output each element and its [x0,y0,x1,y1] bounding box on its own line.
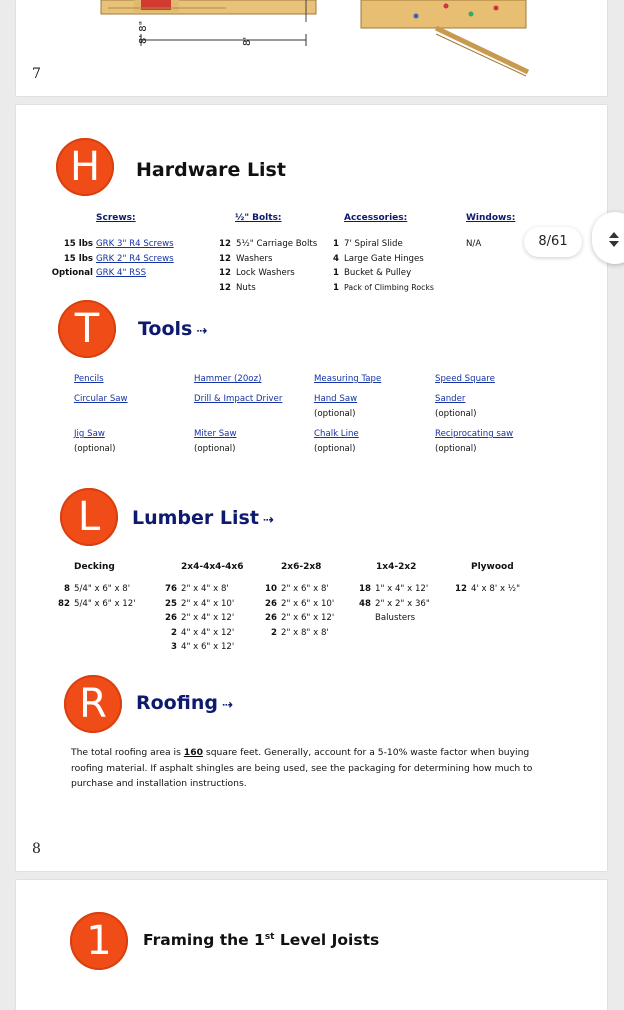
section-letter-l: L [60,488,118,546]
tool-item [314,427,359,456]
scroll-down-icon [609,241,619,247]
accessory-qty: 1 [333,282,339,293]
dimension-label: 8' [242,36,253,46]
accessories-qty-list [333,237,339,295]
1x4-qty-list [350,582,371,611]
bolt-qty: 12 [219,253,231,264]
lumber-title-text: Lumber List [132,507,259,529]
step-number-circle: 1 [70,912,128,970]
bolts-qty-list [219,237,231,295]
accessories-item-list [344,237,434,295]
bolt-qty: 12 [219,282,231,293]
tool-item [74,392,128,407]
1x4-size-list [375,582,430,626]
roofing-title-text: Roofing [136,692,218,714]
2x6-size-list [281,582,334,640]
lumber-header-1x4: 1x4-2x2 [376,562,417,572]
screws-item-list [96,237,174,281]
lumber-size: 2" x 6" x 12' [281,613,335,623]
section-letter-r: R [64,675,122,733]
section-title-roofing [136,692,232,714]
tool-link[interactable]: Measuring Tape [314,374,382,384]
accessory-qty: 1 [333,268,339,278]
page-7 [16,0,607,96]
roofing-area: 160 [183,747,203,758]
screw-item-link[interactable]: GRK 3" R4 Screws [96,239,174,249]
accessory-qty: 4 [333,253,339,264]
accessory-qty: 1 [333,239,339,249]
screw-qty: 15 lbs [63,239,93,249]
tool-note: (optional) [435,408,477,419]
screws-header: Screws: [96,213,136,223]
tool-link[interactable]: Sander [435,394,466,404]
section-letter-h: H [56,138,114,196]
screw-item-link[interactable]: GRK 4" RSS [96,268,147,278]
2x4-qty-list [156,582,177,655]
tools-arrow-icon: ⇢ [196,324,207,339]
screw-qty: 15 lbs [63,253,93,264]
lumber-qty: 8 [64,584,70,594]
section-title-hardware: Hardware List [136,159,286,181]
scroll-up-icon [609,232,619,238]
bolt-item: 5½" Carriage Bolts [236,239,318,249]
lumber-qty: 82 [58,598,70,609]
step-title-pre: Framing the 1 [143,931,265,949]
page-9 [16,880,607,1010]
lumber-header-2x6: 2x6-2x8 [281,562,322,572]
scroll-handle[interactable] [592,212,624,264]
roofing-paragraph [71,745,561,792]
lumber-size: 2" x 6" x 8' [281,584,329,594]
lumber-header-plywood: Plywood [471,562,514,572]
lumber-qty: 76 [165,584,177,594]
roofing-text-after: square feet. Generally, account for a 5-10% waste factor when buying roofing material. If asphalt shingles are being used, see the packaging for determining how much to purchase and installation instructions. [71,747,533,789]
bolt-item: Washers [236,253,273,264]
tool-item [435,372,495,387]
tool-link[interactable]: Speed Square [435,374,495,384]
tool-link[interactable]: Pencils [74,374,104,384]
tool-item [74,427,116,456]
tool-link[interactable]: Hand Saw [314,394,358,404]
tool-link[interactable]: Jig Saw [74,429,105,439]
bolt-item: Nuts [236,282,256,293]
step-title-post: Level Joists [274,931,380,949]
lumber-size: Balusters [375,613,416,623]
screws-qty-list [16,237,93,281]
decking-size-list [74,582,136,611]
page-number: 8 [32,841,41,857]
section-title-tools [138,318,206,340]
bolts-header: ½" Bolts: [235,213,282,223]
tools-title-text: Tools [138,318,193,340]
lumber-size: 5/4" x 6" x 8' [74,584,131,594]
step-title-sup: st [264,931,275,942]
lumber-qty: 2 [171,627,177,638]
lumber-size: 2" x 4" x 12' [181,613,235,623]
lumber-qty: 26 [265,613,277,623]
lumber-size: 4' x 8' x ½" [471,584,521,594]
lumber-header-2x4: 2x4-4x4-4x6 [181,562,244,572]
tool-item [435,427,513,456]
plywood-size-list [471,582,520,597]
tool-link[interactable]: Miter Saw [194,429,237,439]
tool-link[interactable]: Drill & Impact Driver [194,394,283,404]
lumber-qty: 26 [265,598,277,609]
lumber-qty: 2 [271,627,277,638]
page-8 [16,105,607,871]
accessories-header: Accessories: [344,213,408,223]
bolt-item: Lock Washers [236,268,295,278]
2x4-size-list [181,582,234,655]
lumber-header-decking: Decking [74,562,115,572]
tool-link[interactable]: Chalk Line [314,429,359,439]
page-number: 7 [32,66,41,82]
lumber-size: 1" x 4" x 12' [375,584,429,594]
lumber-arrow-icon: ⇢ [262,513,273,528]
tool-item [314,392,357,421]
lumber-size: 5/4" x 6" x 12' [74,598,136,609]
roofing-arrow-icon: ⇢ [221,698,232,713]
section-title-lumber [132,507,273,529]
lumber-size: 2" x 4" x 8' [181,584,229,594]
2x6-qty-list [256,582,277,640]
lumber-qty: 26 [165,613,177,623]
screw-qty: Optional [51,268,93,278]
lumber-qty: 48 [359,598,371,609]
accessory-item: Bucket & Pulley [344,268,412,278]
bolt-qty: 12 [219,239,231,249]
section-letter-t: T [58,300,116,358]
tool-link[interactable]: Hammer (20oz) [194,374,262,384]
screw-item-link[interactable]: GRK 2" R4 Screws [96,253,174,264]
accessory-item: Pack of Climbing Rocks [344,282,434,292]
tool-note: (optional) [314,443,356,454]
lumber-qty: 3 [171,642,177,652]
roofing-text-before: The total roofing area is [71,747,184,758]
page-indicator: 8/61 [524,227,582,257]
lumber-qty: 10 [265,584,277,594]
lumber-size: 2" x 2" x 36" [375,598,430,609]
lumber-size: 4" x 4" x 12' [181,627,235,638]
step-title [143,931,379,949]
bolt-qty: 12 [219,268,231,278]
tool-item [435,392,477,421]
lumber-size: 2" x 8" x 8' [281,627,329,638]
tool-item [194,427,236,456]
accessory-item: 7' Spiral Slide [344,239,403,249]
dimension-label: 8' 8" [138,20,149,44]
tool-item [194,372,261,387]
decking-qty-list [16,582,70,611]
windows-header: Windows: [466,213,516,223]
tool-item [74,372,104,387]
playset-drawing [16,0,607,80]
accessory-item: Large Gate Hinges [344,253,424,264]
tool-link[interactable]: Reciprocating saw [435,429,514,439]
lumber-size: 4" x 6" x 12' [181,642,235,652]
lumber-qty: 25 [165,598,177,609]
windows-item: N/A [466,239,482,249]
tool-note: (optional) [194,443,236,454]
plywood-qty-list [446,582,467,597]
lumber-qty: 18 [359,584,371,594]
bolts-item-list [236,237,317,295]
tool-item [314,372,381,387]
tool-note: (optional) [435,443,477,454]
tool-note: (optional) [314,408,356,419]
tool-item [194,392,282,407]
tool-note: (optional) [74,443,116,454]
lumber-qty: 12 [455,584,467,594]
lumber-size: 2" x 4" x 10' [181,598,235,609]
tool-link[interactable]: Circular Saw [74,394,128,404]
lumber-size: 2" x 6" x 10' [281,598,335,609]
